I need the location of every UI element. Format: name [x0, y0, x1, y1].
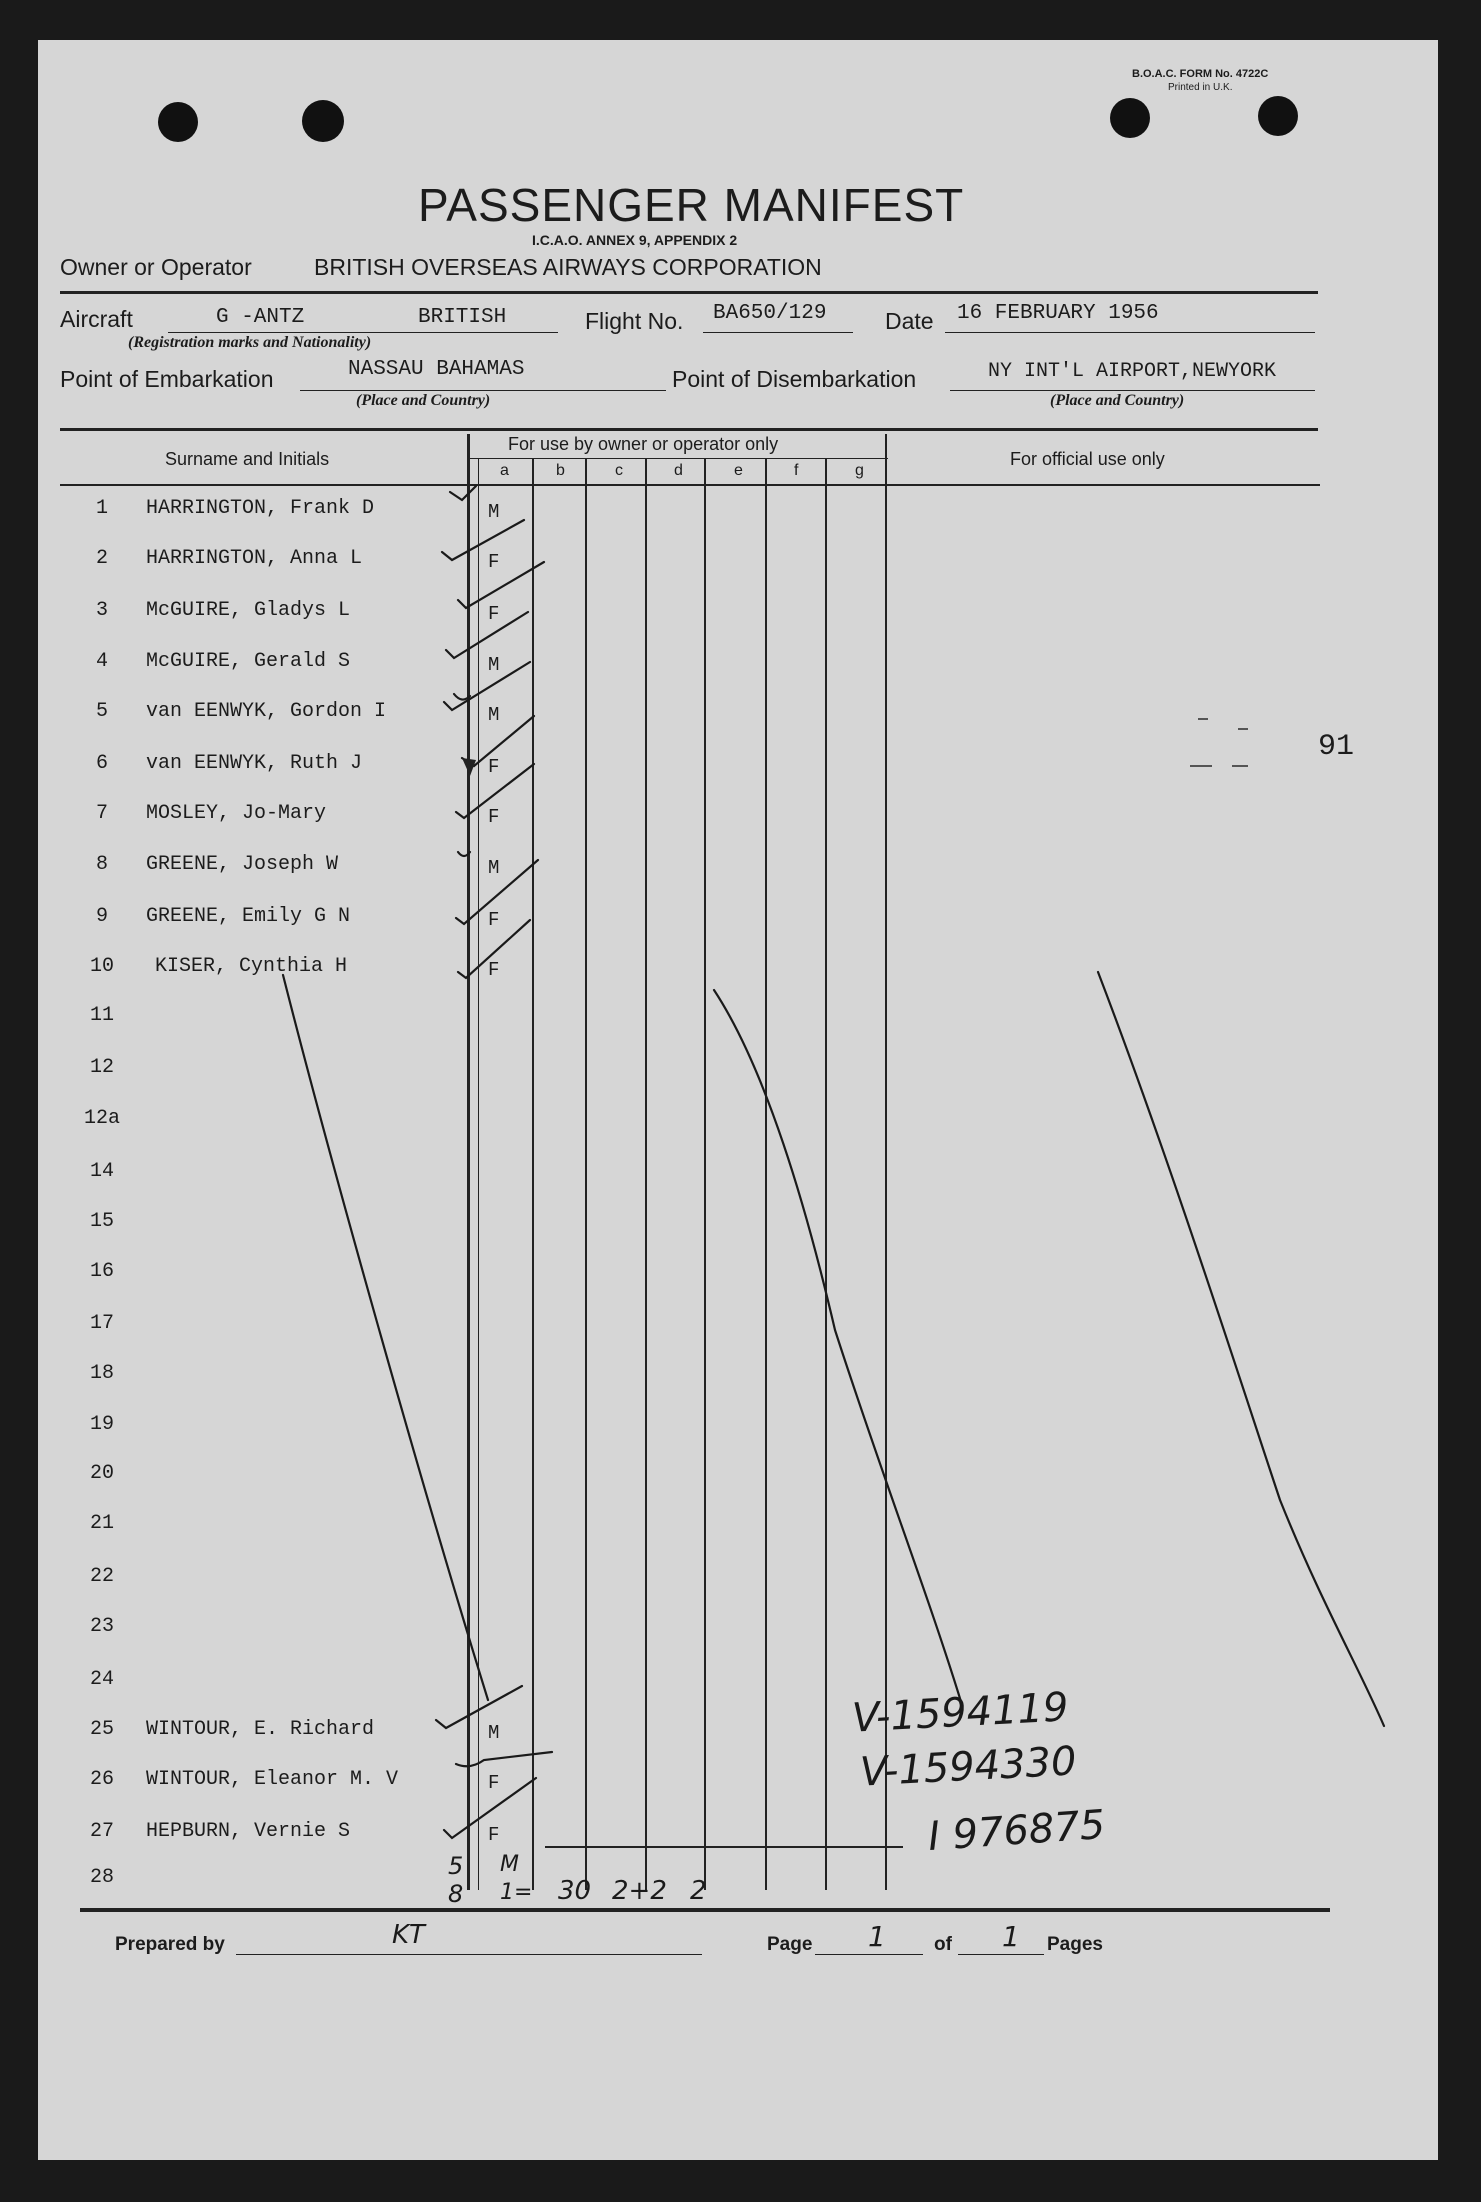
passenger-sex: M [488, 1722, 500, 1744]
passenger-sex: M [488, 704, 500, 726]
embarkation-value: NASSAU BAHAMAS [348, 358, 525, 381]
total-count-top: 5 [448, 1852, 464, 1880]
passenger-name: McGUIRE, Gladys L [146, 599, 351, 622]
field-underline [236, 1954, 702, 1955]
column-rule [825, 458, 827, 1890]
passenger-name: van EENWYK, Ruth J [146, 752, 363, 775]
total-a-top: M [500, 1852, 519, 1877]
flight-number: BA650/129 [713, 302, 827, 325]
passenger-sex: F [488, 1772, 500, 1794]
row-number: 12a [83, 1107, 120, 1130]
printed-in: Printed in U.K. [1168, 82, 1233, 93]
sub-column-e: e [734, 462, 743, 479]
row-number: 6 [95, 752, 108, 775]
row-number: 22 [89, 1565, 114, 1588]
owner-label: Owner or Operator [60, 254, 252, 280]
field-underline [958, 1954, 1044, 1955]
aircraft-label: Aircraft [60, 306, 133, 332]
total-count-bottom: 8 [448, 1880, 464, 1908]
row-number: 27 [89, 1820, 114, 1843]
sub-column-d: d [674, 462, 683, 479]
punch-hole [302, 100, 344, 142]
passenger-sex: M [488, 654, 500, 676]
field-underline [950, 390, 1315, 391]
row-number: 15 [89, 1210, 114, 1233]
passenger-name: van EENWYK, Gordon I [146, 700, 387, 723]
passenger-sex: F [488, 603, 500, 625]
total-c: 2+2 [612, 1876, 667, 1906]
passport-number-25: V-1594119 [850, 1684, 1070, 1742]
embarkation-caption: (Place and Country) [356, 392, 491, 409]
row-number: 18 [89, 1362, 114, 1385]
row-number: 21 [89, 1512, 114, 1535]
column-rule [645, 458, 647, 1890]
header-rule [60, 484, 1320, 486]
col-official-header: For official use only [1010, 449, 1165, 469]
column-rule [478, 458, 479, 1890]
sub-column-c: c [615, 462, 623, 479]
page-value: 1 [868, 1920, 886, 1953]
column-rule [467, 434, 470, 1890]
total-b: 30 [558, 1876, 592, 1906]
row-number: 20 [89, 1462, 114, 1485]
subtitle: I.C.A.O. ANNEX 9, APPENDIX 2 [532, 232, 738, 248]
prepared-by-value: KT [392, 1920, 425, 1950]
pages-value: 1 [1002, 1920, 1020, 1953]
passport-number-27: I 976875 [926, 1801, 1107, 1861]
passenger-name: MOSLEY, Jo-Mary [146, 802, 327, 825]
flight-date: 16 FEBRUARY 1956 [957, 302, 1159, 325]
sub-column-f: f [794, 462, 799, 479]
footer-divider [80, 1908, 1330, 1912]
passenger-sex: F [488, 756, 500, 778]
sub-column-g: g [855, 462, 864, 479]
aircraft-caption: (Registration marks and Nationality) [128, 334, 372, 351]
passenger-name: HARRINGTON, Frank D [146, 497, 375, 520]
row-number: 28 [89, 1866, 114, 1889]
column-rule [704, 458, 706, 1890]
field-underline [168, 332, 558, 333]
row-number: 2 [95, 547, 108, 570]
passenger-name: GREENE, Joseph W [146, 853, 339, 876]
passenger-sex: M [488, 501, 500, 523]
column-rule [585, 458, 587, 1890]
column-rule [885, 434, 887, 1890]
field-underline [945, 332, 1315, 333]
page-label: Page [767, 1934, 813, 1955]
row-number: 17 [89, 1312, 114, 1335]
flight-label: Flight No. [585, 308, 684, 334]
passenger-name: KISER, Cynthia H [155, 955, 348, 978]
total-a-bottom: 1= [500, 1880, 533, 1905]
row-number: 19 [89, 1413, 114, 1436]
passenger-name: WINTOUR, E. Richard [146, 1718, 375, 1741]
faint-mark [1238, 728, 1248, 730]
passenger-sex: F [488, 959, 500, 981]
of-label: of [934, 1934, 952, 1955]
sub-column-a: a [500, 462, 509, 479]
punch-hole [158, 102, 198, 142]
column-rule [532, 458, 534, 1890]
row-number: 25 [89, 1718, 114, 1741]
owner-value: BRITISH OVERSEAS AIRWAYS CORPORATION [314, 254, 822, 280]
row-number: 12 [89, 1056, 114, 1079]
col-operator-header: For use by owner or operator only [508, 434, 779, 454]
date-label: Date [885, 308, 934, 334]
passenger-sex: M [488, 857, 500, 879]
aircraft-registration: G -ANTZ [216, 306, 305, 329]
faint-mark [1232, 765, 1248, 767]
sub-column-b: b [556, 462, 565, 479]
row-number: 4 [95, 650, 108, 673]
passenger-name: GREENE, Emily G N [146, 905, 351, 928]
passenger-name: HARRINGTON, Anna L [146, 547, 363, 570]
pages-label: Pages [1047, 1934, 1103, 1955]
form-code: B.O.A.C. FORM No. 4722C [1132, 68, 1269, 80]
passenger-sex: F [488, 806, 500, 828]
side-number: 91 [1318, 730, 1355, 764]
embarkation-label: Point of Embarkation [60, 366, 274, 392]
faint-mark [1198, 718, 1208, 720]
row-number: 5 [95, 700, 108, 723]
punch-hole [1258, 96, 1298, 136]
row-number: 26 [89, 1768, 114, 1791]
total-rule [545, 1846, 903, 1848]
total-d: 2 [690, 1876, 707, 1906]
field-underline [703, 332, 853, 333]
passenger-sex: F [488, 909, 500, 931]
passenger-name: WINTOUR, Eleanor M. V [146, 1768, 399, 1791]
prepared-by-label: Prepared by [115, 1934, 225, 1955]
divider [60, 291, 1318, 294]
row-number: 3 [95, 599, 108, 622]
passenger-name: HEPBURN, Vernie S [146, 1820, 351, 1843]
row-number: 16 [89, 1260, 114, 1283]
page-title: PASSENGER MANIFEST [418, 179, 965, 231]
row-number: 9 [95, 905, 108, 928]
row-number: 14 [89, 1160, 114, 1183]
row-number: 7 [95, 802, 108, 825]
passenger-name: McGUIRE, Gerald S [146, 650, 351, 673]
field-underline [815, 1954, 923, 1955]
field-underline [300, 390, 666, 391]
disembarkation-value: NY INT'L AIRPORT,NEWYORK [988, 360, 1277, 383]
row-number: 8 [95, 853, 108, 876]
disembarkation-caption: (Place and Country) [1050, 392, 1185, 409]
row-number: 23 [89, 1615, 114, 1638]
faint-mark [1190, 765, 1212, 767]
row-number: 1 [95, 497, 108, 520]
row-number: 10 [89, 955, 114, 978]
row-number: 11 [89, 1004, 114, 1027]
aircraft-nationality: BRITISH [418, 306, 507, 329]
column-rule [765, 458, 767, 1890]
punch-hole [1110, 98, 1150, 138]
passport-number-26: V-1594330 [858, 1738, 1078, 1796]
row-number: 24 [89, 1668, 114, 1691]
divider [60, 428, 1318, 431]
col-surname-header: Surname and Initials [165, 449, 330, 469]
disembarkation-label: Point of Disembarkation [672, 366, 917, 392]
passenger-sex: F [488, 1824, 500, 1846]
passenger-sex: F [488, 551, 500, 573]
